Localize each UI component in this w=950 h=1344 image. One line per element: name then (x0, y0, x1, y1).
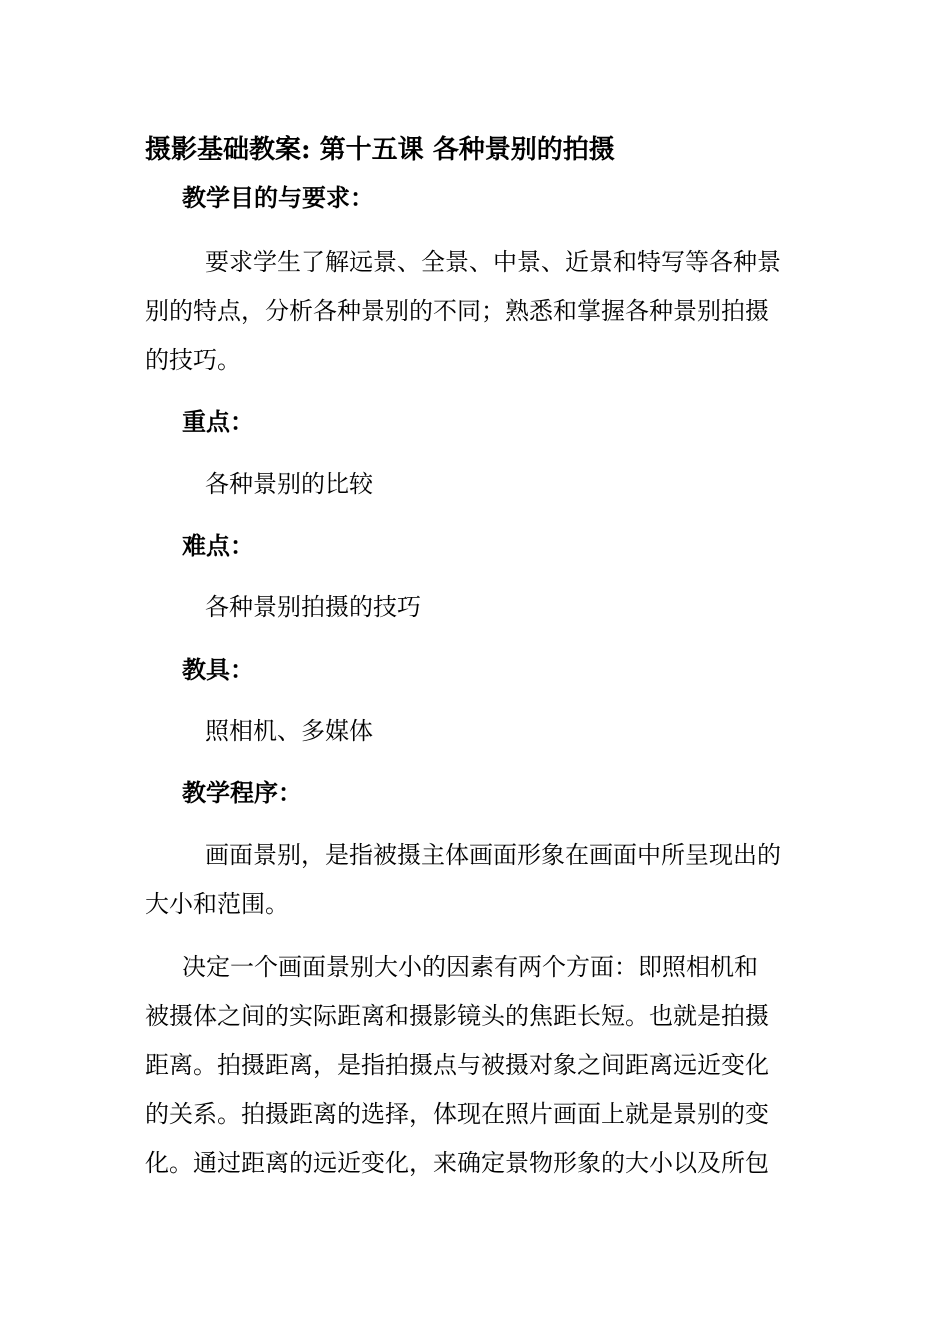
objective-line-3: 的技巧。 (145, 346, 241, 374)
tools-text: 照相机、多媒体 (205, 717, 373, 745)
procedure-p2-line-5: 化。通过距离的远近变化，来确定景物形象的大小以及所包 (145, 1149, 769, 1177)
objective-line-1: 要求学生了解远景、全景、中景、近景和特写等各种景 (205, 248, 781, 276)
procedure-p2-line-3: 距离。拍摄距离，是指拍摄点与被摄对象之间距离远近变化 (145, 1051, 769, 1079)
tools-heading: 教具： (182, 655, 254, 684)
procedure-p1-line-2: 大小和范围。 (145, 890, 289, 918)
objective-line-2: 别的特点，分析各种景别的不同；熟悉和掌握各种景别拍摄 (145, 297, 769, 325)
document-title: 摄影基础教案: 第十五课 各种景别的拍摄 (145, 135, 615, 165)
procedure-p1-line-1: 画面景别，是指被摄主体画面形象在画面中所呈现出的 (205, 841, 781, 869)
key-point-heading: 重点： (182, 407, 254, 436)
difficulty-text: 各种景别拍摄的技巧 (205, 593, 421, 621)
procedure-p2-line-1: 决定一个画面景别大小的因素有两个方面：即照相机和 (182, 953, 758, 981)
procedure-heading: 教学程序： (182, 778, 302, 807)
procedure-p2-line-4: 的关系。拍摄距离的选择，体现在照片画面上就是景别的变 (145, 1100, 769, 1128)
difficulty-heading: 难点： (182, 531, 254, 560)
key-point-text: 各种景别的比较 (205, 470, 373, 498)
objective-heading: 教学目的与要求： (182, 183, 374, 212)
procedure-p2-line-2: 被摄体之间的实际距离和摄影镜头的焦距长短。也就是拍摄 (145, 1002, 769, 1030)
